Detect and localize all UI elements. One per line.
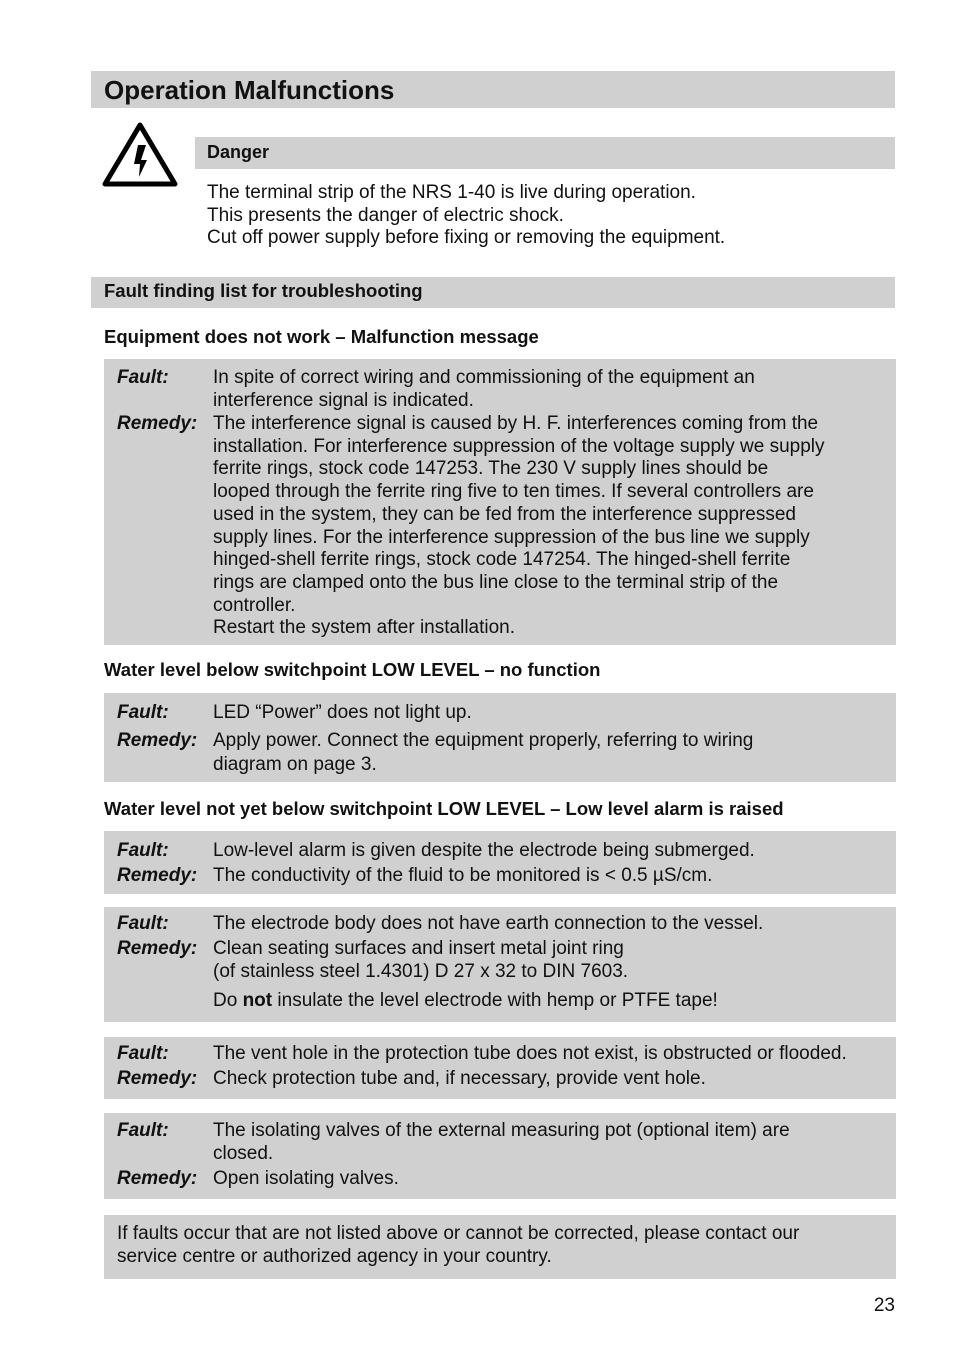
fault-text: The isolating valves of the external measuring pot (optional item) are — [213, 1120, 790, 1141]
fault-row — [117, 1120, 888, 1165]
danger-line: The terminal strip of the NRS 1-40 is live during operation. — [207, 182, 696, 203]
remedy-row — [117, 729, 888, 777]
closing-note-line: service centre or authorized agency in your country. — [117, 1245, 552, 1267]
fault-text: In spite of correct wiring and commissioning of the equipment an — [213, 367, 755, 388]
fault-label: Fault: — [117, 1043, 169, 1064]
remedy-text: Clean seating surfaces and insert metal joint ring — [213, 938, 624, 959]
fault-text: LED “Power” does not light up. — [213, 702, 472, 723]
remedy-text: supply lines. For the interference suppression of the bus line we supply — [213, 526, 810, 548]
remedy-label: Remedy: — [117, 938, 198, 959]
fault-label: Fault: — [117, 367, 169, 388]
remedy-text: Open isolating valves. — [213, 1168, 399, 1189]
remedy-row — [117, 938, 888, 983]
remedy-text: looped through the ferrite ring five to ten times. If several controllers are — [213, 481, 814, 503]
remedy-text: The conductivity of the fluid to be monitored is < 0.5 µS/cm. — [213, 865, 713, 886]
closing-note — [117, 1223, 886, 1268]
fault-box — [104, 1037, 896, 1099]
remedy-text: hinged-shell ferrite rings, stock code 147254. The hinged-shell ferrite — [213, 549, 791, 571]
fault-label: Fault: — [117, 913, 169, 934]
fault-row — [117, 702, 888, 725]
closing-note-line: If faults occur that are not listed above or cannot be corrected, please contact our — [117, 1223, 800, 1244]
fault-label: Fault: — [117, 840, 169, 861]
remedy-label: Remedy: — [117, 1068, 198, 1089]
page-title-bar — [91, 71, 895, 108]
fault-text: The electrode body does not have earth connection to the vessel. — [213, 913, 764, 934]
remedy-text: used in the system, they can be fed from the interference suppressed — [213, 503, 796, 525]
fault-row — [117, 840, 888, 863]
danger-heading-bar — [195, 137, 895, 169]
page-number: 23 — [873, 1295, 895, 1316]
fault-row — [117, 913, 888, 936]
fault-box — [104, 831, 896, 894]
section-heading: Water level not yet below switchpoint LOW LEVEL – Low level alarm is raised — [104, 798, 784, 819]
note-emphasis: not — [242, 990, 273, 1011]
remedy-text: (of stainless steel 1.4301) D 27 x 32 to DIN 7603. — [213, 960, 629, 982]
danger-line: Cut off power supply before fixing or removing the equipment. — [207, 227, 726, 248]
remedy-label: Remedy: — [117, 865, 198, 886]
remedy-text: Restart the system after installation. — [213, 617, 516, 639]
note-text: Do — [213, 990, 243, 1011]
fault-list-heading-bar — [91, 277, 895, 308]
remedy-label: Remedy: — [117, 413, 198, 434]
fault-box — [104, 1113, 896, 1199]
remedy-row — [117, 413, 888, 640]
fault-text: closed. — [213, 1142, 274, 1164]
remedy-text: controller. — [213, 594, 296, 616]
remedy-row — [117, 1168, 888, 1191]
danger-text — [207, 182, 887, 250]
section-heading: Equipment does not work – Malfunction message — [104, 326, 539, 347]
closing-note-box — [104, 1215, 896, 1279]
fault-box — [104, 693, 896, 782]
remedy-text: Apply power. Connect the equipment properly, referring to wiring — [213, 730, 754, 751]
fault-text: interference signal is indicated. — [213, 389, 474, 411]
remedy-row — [117, 1068, 888, 1091]
danger-heading: Danger — [207, 142, 270, 162]
remedy-text: ferrite rings, stock code 147253. The 230 V supply lines should be — [213, 458, 769, 480]
fault-row — [117, 367, 888, 412]
fault-text: Low-level alarm is given despite the electrode being submerged. — [213, 840, 755, 861]
remedy-note — [117, 990, 888, 1013]
fault-label: Fault: — [117, 1120, 169, 1141]
high-voltage-warning-icon — [102, 121, 178, 187]
remedy-text: installation. For interference suppression of the voltage supply we supply — [213, 435, 825, 457]
remedy-label: Remedy: — [117, 1168, 198, 1189]
fault-row — [117, 1043, 888, 1066]
fault-box — [104, 907, 896, 1022]
note-text: insulate the level electrode with hemp or PTFE tape! — [272, 990, 718, 1011]
page-title: Operation Malfunctions — [104, 75, 395, 105]
remedy-text: The interference signal is caused by H. F. interferences coming from the — [213, 413, 819, 434]
fault-label: Fault: — [117, 702, 169, 723]
remedy-text: Check protection tube and, if necessary, provide vent hole. — [213, 1068, 706, 1089]
remedy-text: diagram on page 3. — [213, 754, 377, 775]
section-heading: Water level below switchpoint LOW LEVEL – no function — [104, 659, 601, 680]
remedy-row — [117, 865, 888, 888]
fault-text: The vent hole in the protection tube does not exist, is obstructed or flooded. — [213, 1043, 847, 1064]
danger-line: This presents the danger of electric shock. — [207, 204, 564, 226]
remedy-text: rings are clamped onto the bus line close to the terminal strip of the — [213, 571, 779, 593]
remedy-label: Remedy: — [117, 730, 198, 751]
fault-box — [104, 359, 896, 645]
fault-list-heading: Fault finding list for troubleshooting — [104, 280, 423, 301]
